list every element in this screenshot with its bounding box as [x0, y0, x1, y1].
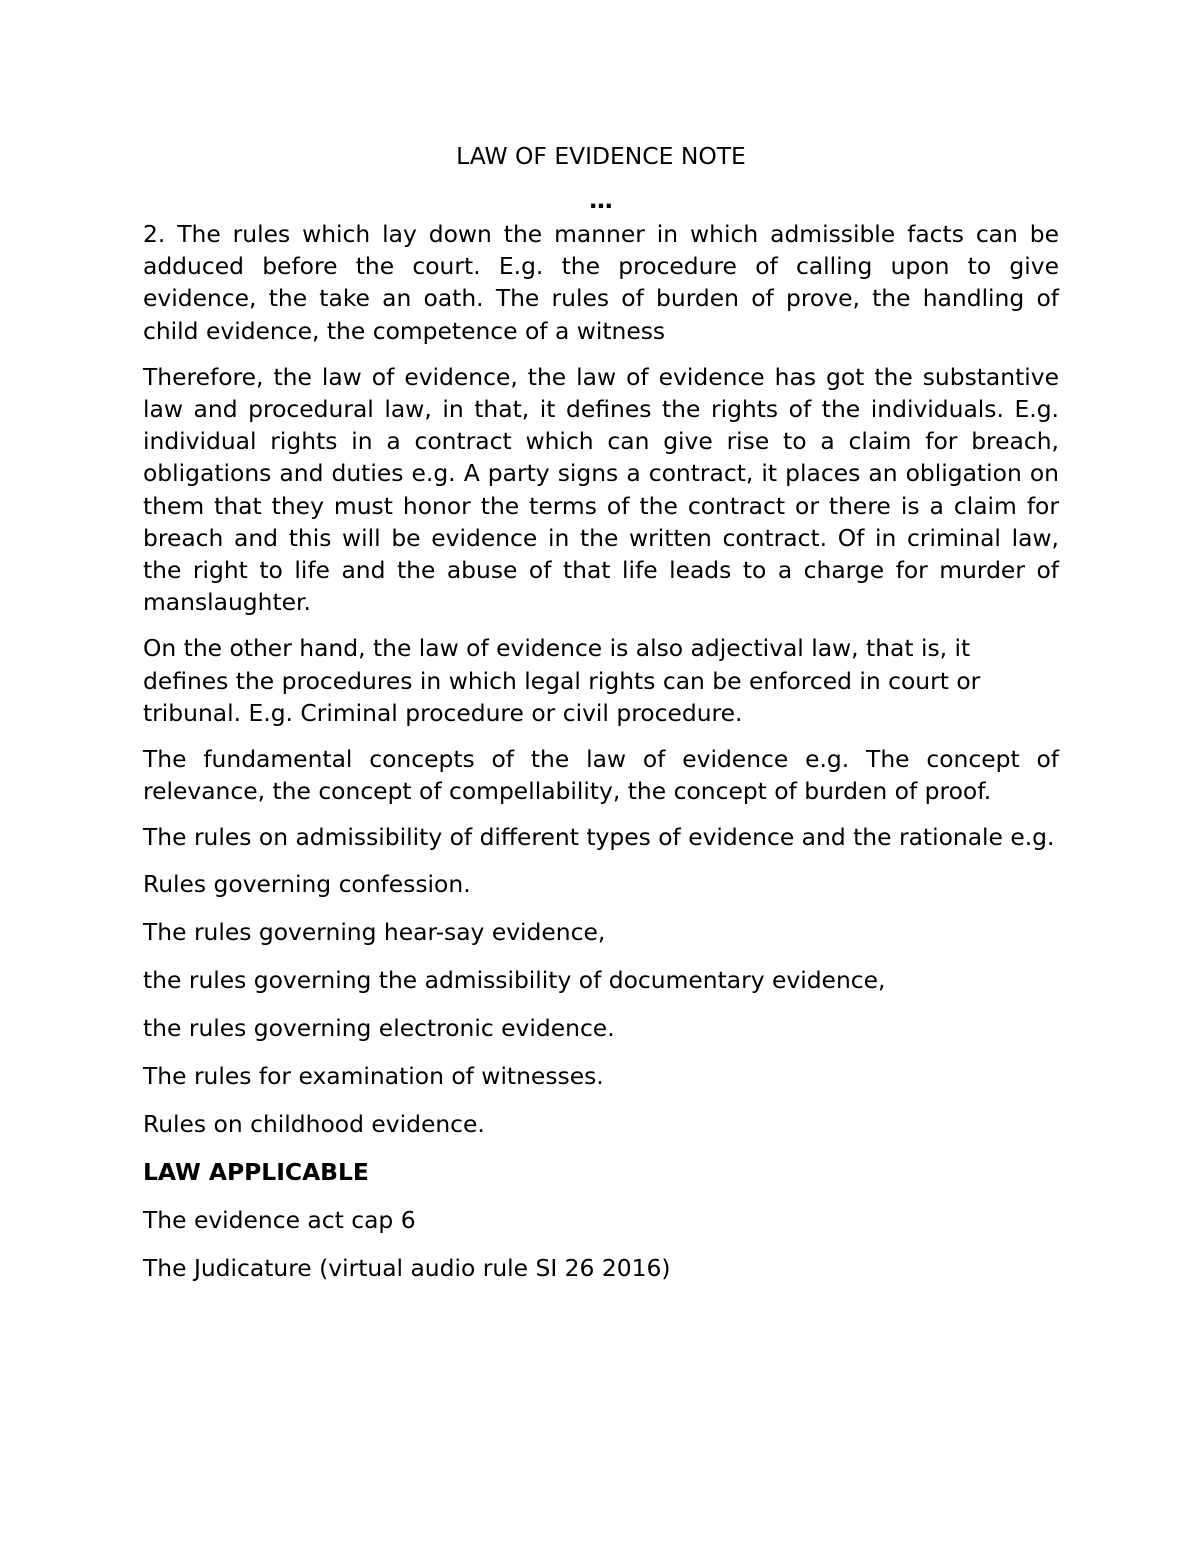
paragraph-fundamental-concepts: The fundamental concepts of the law of evidence e.g. The concept of relevance, the concept of compellability, the concept of burden of proof. — [143, 745, 1059, 806]
rule-item: Rules governing confession. — [143, 869, 471, 898]
rule-item: The rules governing hear-say evidence, — [143, 917, 606, 946]
document-page — [143, 140, 1059, 1300]
document-title: LAW OF EVIDENCE NOTE — [456, 142, 746, 170]
paragraph-rules-manner: 2. The rules which lay down the manner in which admissible facts can be adduced before the court. E.g. the procedure of calling upon to give evidence, the take an oath. The rules of burden of prove, the handling of child evidence, the competence of a witness — [143, 220, 1059, 345]
law-item: The Judicature (virtual audio rule SI 26 2016) — [143, 1253, 671, 1282]
rule-item: Rules on childhood evidence. — [143, 1109, 485, 1138]
law-applicable-heading: LAW APPLICABLE — [143, 1157, 369, 1186]
rule-item: the rules governing the admissibility of documentary evidence, — [143, 965, 886, 994]
rule-item: The rules for examination of witnesses. — [143, 1061, 604, 1090]
paragraph-admissibility: The rules on admissibility of different types of evidence and the rationale e.g. — [143, 823, 1055, 852]
ellipsis-separator: … — [589, 186, 613, 214]
rule-item: the rules governing electronic evidence. — [143, 1013, 615, 1042]
paragraph-adjectival-law: On the other hand, the law of evidence is also adjectival law, that is, it defines the procedures in which legal rights can be enforced in court or tribunal. E.g. Criminal procedure or civil procedure. — [143, 634, 981, 727]
law-item: The evidence act cap 6 — [143, 1205, 416, 1234]
paragraph-substantive-law: Therefore, the law of evidence, the law of evidence has got the substantive law and procedural law, in that, it defines the rights of the individuals. E.g. individual rights in a contract which can give rise to a claim for breach, obligations and duties e.g. A party signs a contract, it places an obligation on them that they must honor the terms of the contract or there is a claim for breach and this will be evidence in the written contract. Of in criminal law, the right to life and the abuse of that life leads to a charge for murder of manslaughter. — [143, 362, 1059, 617]
